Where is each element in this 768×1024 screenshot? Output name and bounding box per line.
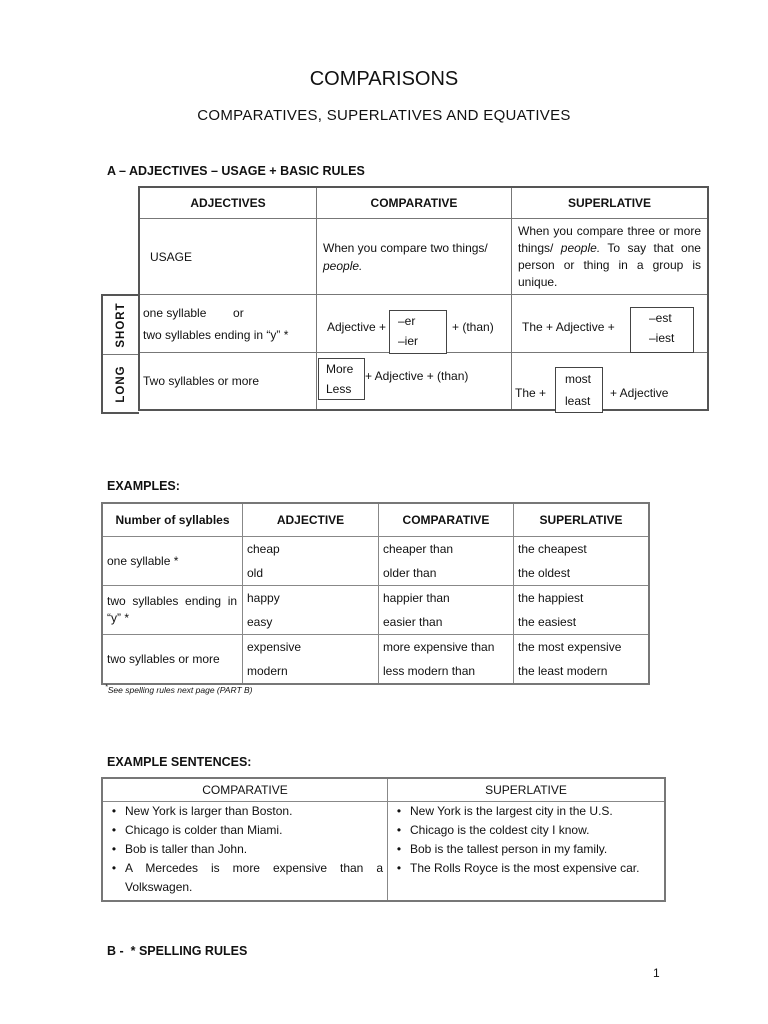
er-ier-box (389, 310, 447, 354)
bullet-icon: • (111, 842, 117, 856)
list-item (388, 802, 664, 821)
cell-comparative: more expensive than (379, 635, 514, 660)
page-number: 1 (653, 966, 660, 980)
cell-adjective: modern (243, 659, 379, 684)
cell-superlative: the cheapest (514, 537, 650, 562)
sentence-text: New York is the largest city in the U.S. (410, 804, 613, 818)
most-least-box (555, 367, 603, 413)
examples-heading: EXAMPLES: (107, 479, 180, 493)
list-item (103, 821, 387, 840)
sentence-text: Chicago is colder than Miami. (125, 823, 283, 837)
est-iest-box (630, 307, 694, 353)
table-row (102, 586, 649, 611)
table-row (102, 635, 649, 660)
suffix-ier: –ier (398, 334, 419, 348)
sentence-text: New York is larger than Boston. (125, 804, 293, 818)
suffix-est: –est (649, 311, 672, 325)
section-b-heading: B - * SPELLING RULES (107, 944, 248, 958)
bullet-icon: • (396, 804, 402, 818)
group-two-syllables-y-line-2: “y” * (107, 611, 129, 625)
examples-header-adjective: ADJECTIVE (243, 503, 379, 537)
short-label: SHORT (115, 302, 127, 348)
footnote-star: * (105, 683, 108, 691)
long-comp-tail: + Adjective + (than) (365, 369, 469, 383)
bullet-icon: • (111, 804, 117, 818)
list-item (103, 840, 387, 859)
list-item (103, 859, 387, 897)
long-label-cell (103, 355, 139, 412)
group-two-syllables-y-line-1: two syllables ending in (107, 594, 238, 608)
page-subtitle: COMPARATIVES, SUPERLATIVES AND EQUATIVES (197, 107, 571, 124)
usage-superlative-text-2: To say that one person or thing in a group is unique. (518, 240, 701, 289)
group-two-syllables-more: two syllables or more (102, 635, 243, 685)
list-item (388, 859, 664, 878)
usage-superlative-text-1: When you compare three or more things/ (518, 223, 701, 255)
sentences-header-superlative: SUPERLATIVE (388, 778, 666, 802)
rules-header-superlative: SUPERLATIVE (512, 187, 709, 219)
suffix-iest: –iest (649, 331, 675, 345)
bullet-icon: • (396, 842, 402, 856)
cell-adjective: easy (243, 610, 379, 635)
list-item (388, 821, 664, 840)
cell-adjective: cheap (243, 537, 379, 562)
usage-label: USAGE (139, 219, 317, 295)
short-comp-tail: + (than) (452, 320, 494, 334)
long-rule: Two syllables or more (139, 353, 317, 410)
examples-footnote (105, 683, 253, 695)
examples-table (101, 502, 650, 685)
usage-superlative (512, 219, 709, 295)
short-rule (139, 295, 317, 353)
bullet-icon: • (111, 823, 117, 837)
cell-superlative: the easiest (514, 610, 650, 635)
list-item (388, 840, 664, 859)
word-less: Less (326, 382, 352, 396)
bullet-icon: • (396, 861, 402, 875)
cell-comparative: happier than (379, 586, 514, 611)
list-item (103, 802, 387, 821)
long-sup-prefix: The + (515, 386, 547, 400)
cell-adjective: expensive (243, 635, 379, 660)
cell-comparative: easier than (379, 610, 514, 635)
examples-header-comparative: COMPARATIVE (379, 503, 514, 537)
cell-comparative: less modern than (379, 659, 514, 684)
cell-adjective: old (243, 561, 379, 586)
rule-side-labels (101, 294, 139, 414)
long-sup-tail: + Adjective (610, 386, 669, 400)
table-row (102, 537, 649, 562)
suffix-er: –er (398, 314, 416, 328)
footnote-text: See spelling rules next page (PART B) (107, 684, 253, 695)
sentence-text: Bob is taller than John. (125, 842, 248, 856)
page-title: COMPARISONS (309, 68, 459, 90)
cell-adjective: happy (243, 586, 379, 611)
examples-header-superlative: SUPERLATIVE (514, 503, 650, 537)
examples-header-syllables: Number of syllables (102, 503, 243, 537)
cell-superlative: the least modern (514, 659, 650, 684)
usage-comparative-people: people. (323, 258, 363, 273)
word-more: More (326, 362, 354, 376)
usage-comparative-text: When you compare two things/ (323, 240, 488, 255)
short-rule-line-1: one syllable or (143, 305, 244, 320)
cell-superlative: the most expensive (514, 635, 650, 660)
section-a-heading: A – ADJECTIVES – USAGE + BASIC RULES (107, 164, 365, 178)
word-most: most (565, 372, 592, 386)
comparative-sentences (102, 802, 388, 901)
cell-superlative: the happiest (514, 586, 650, 611)
usage-comparative (317, 219, 512, 295)
usage-superlative-people: people. (560, 240, 601, 255)
cell-superlative: the oldest (514, 561, 650, 586)
short-comp-prefix: Adjective + (327, 320, 387, 334)
sentence-text: Bob is the tallest person in my family. (410, 842, 608, 856)
sentences-header-comparative: COMPARATIVE (102, 778, 388, 802)
long-superlative-cell (512, 353, 709, 410)
bullet-icon: • (111, 861, 117, 875)
group-two-syllables-y (102, 586, 243, 635)
more-less-box (318, 358, 365, 400)
sentence-text: The Rolls Royce is the most expensive car. (410, 861, 640, 875)
bullet-icon: • (396, 823, 402, 837)
group-one-syllable: one syllable * (102, 537, 243, 586)
word-least: least (565, 394, 591, 408)
rules-header-adjectives: ADJECTIVES (139, 187, 317, 219)
long-label: LONG (115, 364, 127, 403)
short-rule-line-2: two syllables ending in “y” * (143, 327, 289, 342)
short-sup-prefix: The + Adjective + (522, 320, 615, 334)
short-label-cell (103, 296, 139, 355)
cell-comparative: cheaper than (379, 537, 514, 562)
superlative-sentences (388, 802, 666, 901)
sentence-text: Chicago is the coldest city I know. (410, 823, 590, 837)
sentences-heading: EXAMPLE SENTENCES: (107, 755, 252, 769)
cell-comparative: older than (379, 561, 514, 586)
sentence-text: A Mercedes is more expensive than a Volkswagen. (125, 861, 387, 894)
rules-header-comparative: COMPARATIVE (317, 187, 512, 219)
sentences-table (101, 777, 666, 902)
